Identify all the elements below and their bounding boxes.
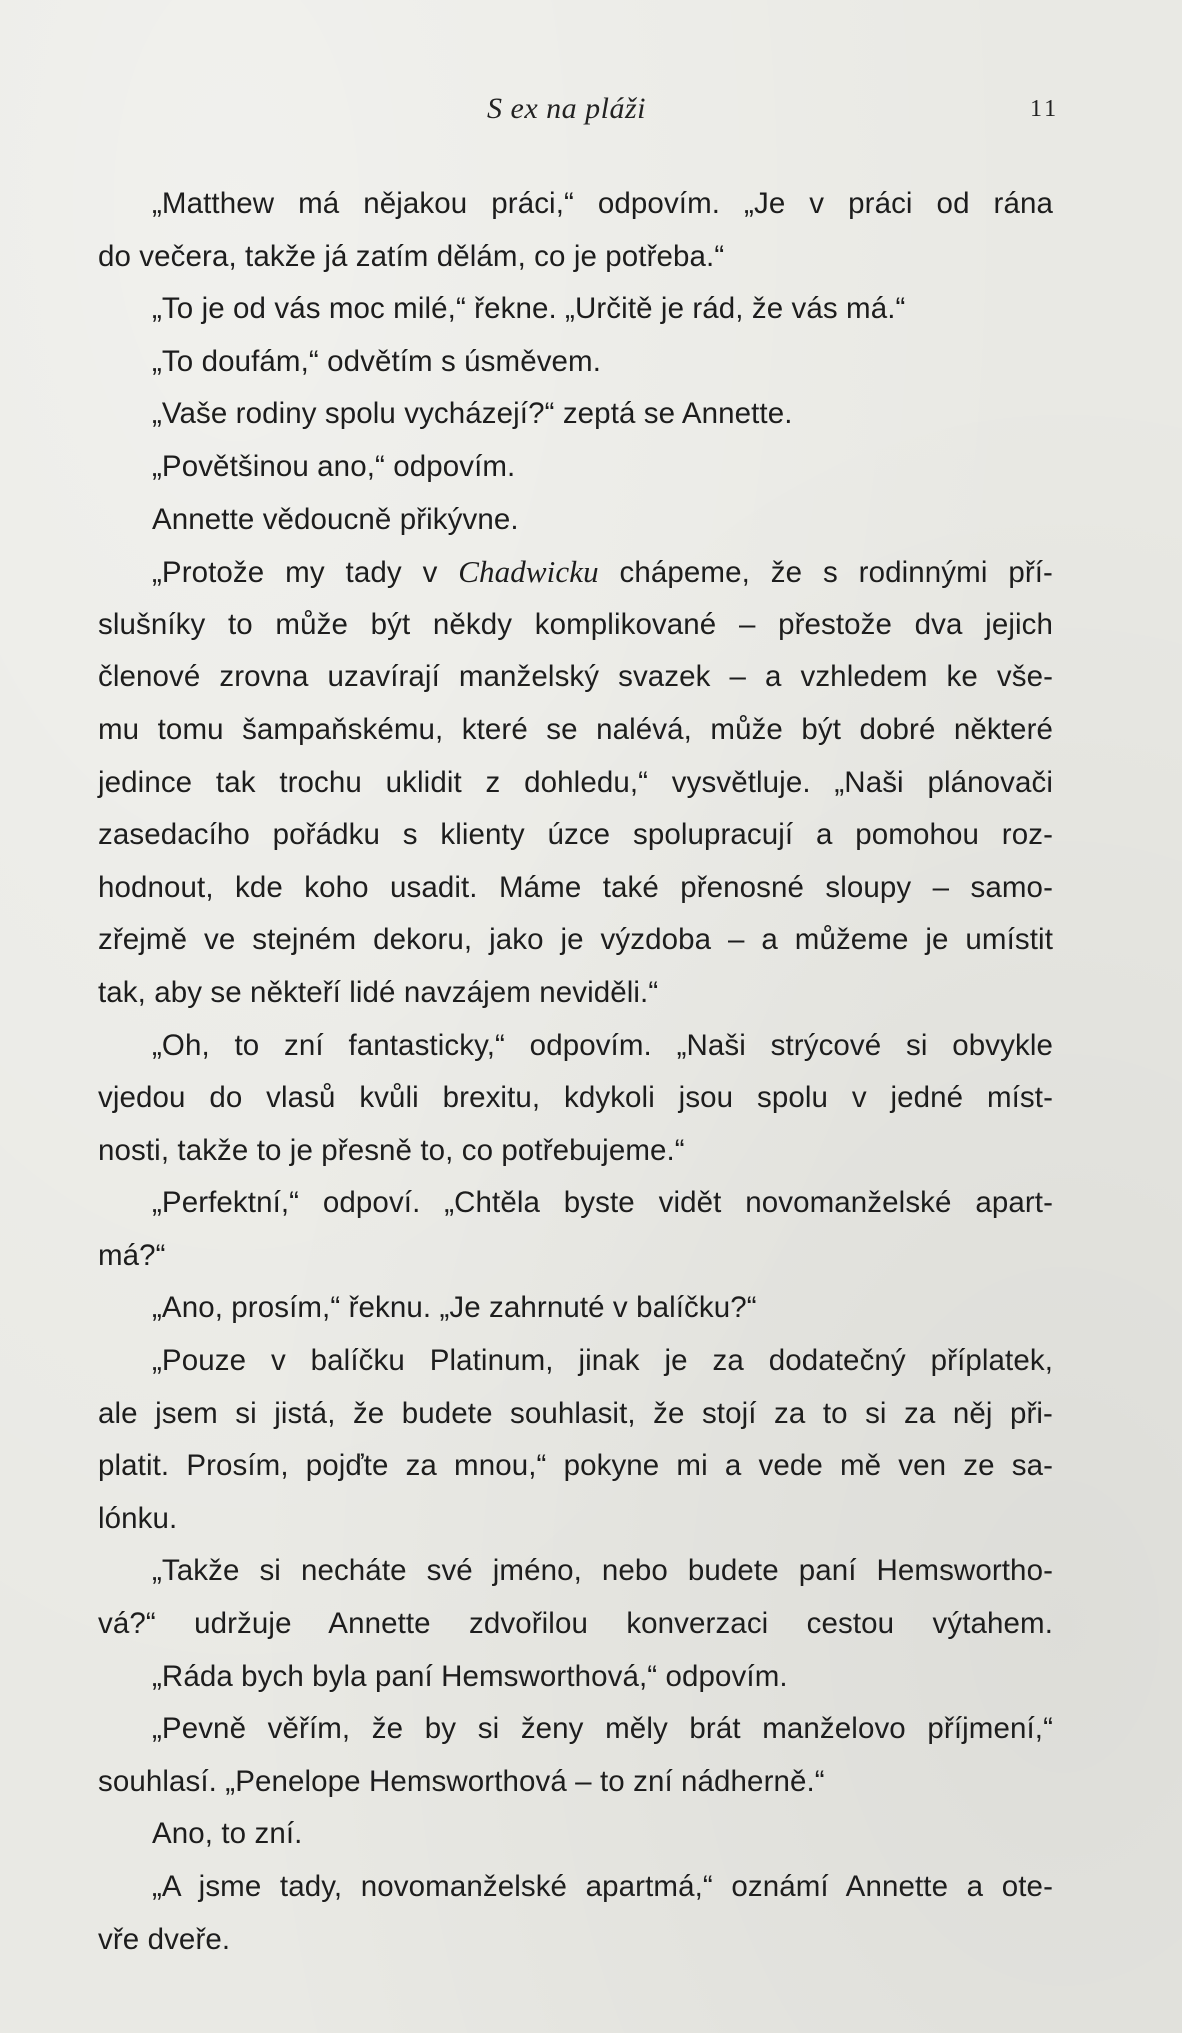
text-line: „To je od vás moc milé,“ řekne. „Určitě je rád, že vás má.“: [152, 292, 906, 326]
text-line: vjedou do vlasů kvůli brexitu, kdykoli jsou spolu v jedné míst-: [98, 1081, 1053, 1115]
text-line: lónku.: [98, 1501, 178, 1535]
text-line: „To doufám,“ odvětím s úsměvem.: [152, 344, 602, 378]
text-line: „Ano, prosím,“ řeknu. „Je zahrnuté v balíčku?“: [152, 1291, 757, 1325]
text-line: mu tomu šampaňskému, které se nalévá, může být dobré některé: [98, 712, 1053, 746]
text-line: vře dveře.: [98, 1922, 231, 1956]
text-line: Annette vědoucně přikývne.: [152, 502, 519, 536]
body-text: [98, 178, 1053, 1966]
italic-place-name: Chadwicku: [458, 554, 599, 590]
text-line: zřejmě ve stejném dekoru, jako je výzdoba – a můžeme je umístit: [98, 923, 1053, 957]
text-line: „Povětšinou ano,“ odpovím.: [152, 449, 516, 483]
text-line: do večera, takže já zatím dělám, co je potřeba.“: [98, 239, 725, 273]
text-line: hodnout, kde koho usadit. Máme také přenosné sloupy – samo-: [98, 870, 1053, 904]
text-line: „Pevně věřím, že by si ženy měly brát manželovo příjmení,“: [152, 1712, 1053, 1746]
text-line: „Ráda bych byla paní Hemsworthová,“ odpovím.: [152, 1659, 788, 1693]
page-number: 11: [1030, 96, 1060, 122]
text-line: Ano, to zní.: [152, 1817, 303, 1851]
text-line: platit. Prosím, pojďte za mnou,“ pokyne mi a vede mě ven ze sa-: [98, 1449, 1053, 1483]
running-head: [0, 92, 1182, 132]
text-line: „Vaše rodiny spolu vycházejí?“ zeptá se Annette.: [152, 397, 793, 431]
text-line: vá?“ udržuje Annette zdvořilou konverzaci cestou výtahem.: [98, 1607, 1053, 1641]
text-line: zasedacího pořádku s klienty úzce spolupracují a pomohou roz-: [98, 818, 1053, 852]
text-line: „Matthew má nějakou práci,“ odpovím. „Je v práci od rána: [152, 187, 1053, 220]
text-line: souhlasí. „Penelope Hemsworthová – to zní nádherně.“: [98, 1764, 825, 1798]
text-line: „Takže si necháte své jméno, nebo budete paní Hemswortho-: [152, 1554, 1053, 1588]
text-line: „Perfektní,“ odpoví. „Chtěla byste vidět novomanželské apart-: [152, 1186, 1053, 1220]
text-line: „Oh, to zní fantasticky,“ odpovím. „Naši strýcové si obvykle: [152, 1028, 1053, 1062]
text-line: „Pouze v balíčku Platinum, jinak je za dodatečný příplatek,: [152, 1344, 1053, 1378]
text-line: jedince tak trochu uklidit z dohledu,“ vysvětluje. „Naši plánovači: [98, 765, 1053, 799]
text-line: nosti, takže to je přesně to, co potřebujeme.“: [98, 1133, 685, 1167]
text-line: „Protože my tady v Chadwicku chápeme, že s rodinnými pří-: [152, 554, 1053, 590]
text-line: ale jsem si jistá, že budete souhlasit, že stojí za to si za něj při-: [98, 1396, 1053, 1430]
text-line: má?“: [98, 1238, 166, 1272]
text-line: „A jsme tady, novomanželské apartmá,“ oznámí Annette a ote-: [152, 1870, 1053, 1903]
text-line: slušníky to může být někdy komplikované – přestože dva jejich: [98, 607, 1053, 641]
text-line: členové zrovna uzavírají manželský svazek – a vzhledem ke vše-: [98, 660, 1053, 694]
running-title: S ex na pláži: [487, 92, 646, 125]
text-line: tak, aby se někteří lidé navzájem neviděli.“: [98, 975, 659, 1009]
